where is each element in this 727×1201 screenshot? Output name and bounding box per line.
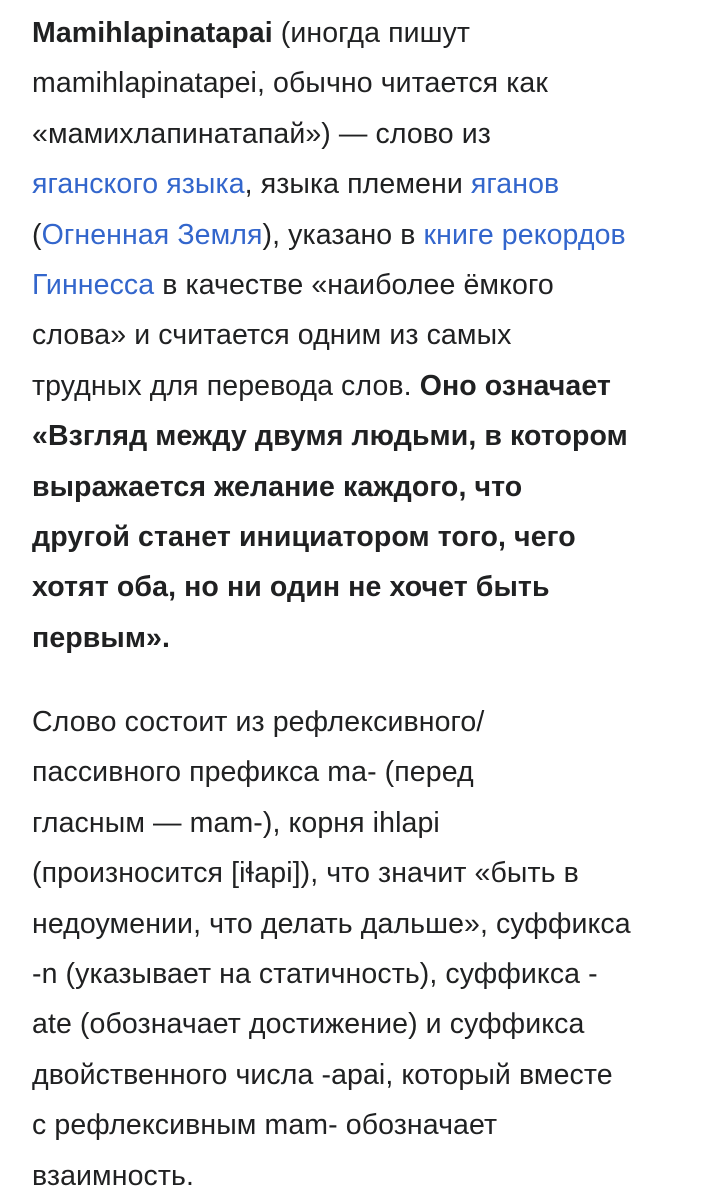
link-tierra-del-fuego[interactable]: Огненная Земля	[41, 218, 263, 251]
text-line: двойственного числа -apai, который вместе	[32, 1058, 613, 1091]
text-line: взаимность.	[32, 1159, 195, 1192]
text-span: , языка племени	[244, 168, 471, 201]
text-line: mamihlapinatapei, обычно читается как	[32, 67, 548, 100]
text-line: (произносится [iɬapi]), что значит «быть в	[32, 857, 579, 890]
text-line	[32, 260, 704, 310]
text-line: «мамихлапинатапай») — слово из	[32, 117, 491, 150]
bold-span: Оно означает	[419, 369, 611, 402]
text-span: трудных для перевода слов.	[32, 369, 420, 402]
text-line: гласным — mam-), корня ihlapi	[32, 806, 440, 839]
text-line: Слово состоит из рефлексивного/	[32, 706, 485, 738]
bold-line: выражается желание каждого, что	[32, 470, 523, 503]
bold-line: хотят оба, но ни один не хочет быть	[32, 571, 550, 604]
link-yagan-language[interactable]: яганского языка	[32, 168, 245, 201]
text-line: слова» и считается одним из самых	[32, 319, 512, 352]
text-span: (иногда пишут	[272, 17, 471, 49]
bold-line: другой станет инициатором того, чего	[32, 520, 576, 553]
text-span: в качестве «наиболее ёмкого	[154, 268, 554, 301]
text-line: пассивного префикса ma- (перед	[32, 756, 474, 789]
text-line: недоумении, что делать дальше», суффикса	[32, 907, 631, 940]
link-guinness-book[interactable]: книге рекордов	[423, 218, 626, 251]
paragraph-etymology	[32, 697, 704, 1201]
text-line	[32, 210, 704, 260]
bold-line: «Взгляд между двумя людьми, в котором	[32, 420, 628, 453]
text-line	[32, 361, 704, 411]
text-span: (	[32, 218, 42, 251]
text-line: ate (обозначает достижение) и суффикса	[32, 1008, 585, 1041]
link-guinness-book-cont[interactable]: Гиннесса	[32, 268, 155, 301]
text-line	[32, 8, 704, 58]
text-line: с рефлексивным mam- обозначает	[32, 1109, 498, 1142]
paragraph-definition	[32, 8, 704, 663]
bold-line: первым».	[32, 621, 170, 654]
text-line: -n (указывает на статичность), суффикса -	[32, 957, 598, 990]
text-line	[32, 159, 704, 209]
text-span: ), указано в	[262, 218, 424, 251]
term-title: Mamihlapinatapai	[32, 17, 273, 49]
link-yagans[interactable]: яганов	[470, 168, 560, 201]
